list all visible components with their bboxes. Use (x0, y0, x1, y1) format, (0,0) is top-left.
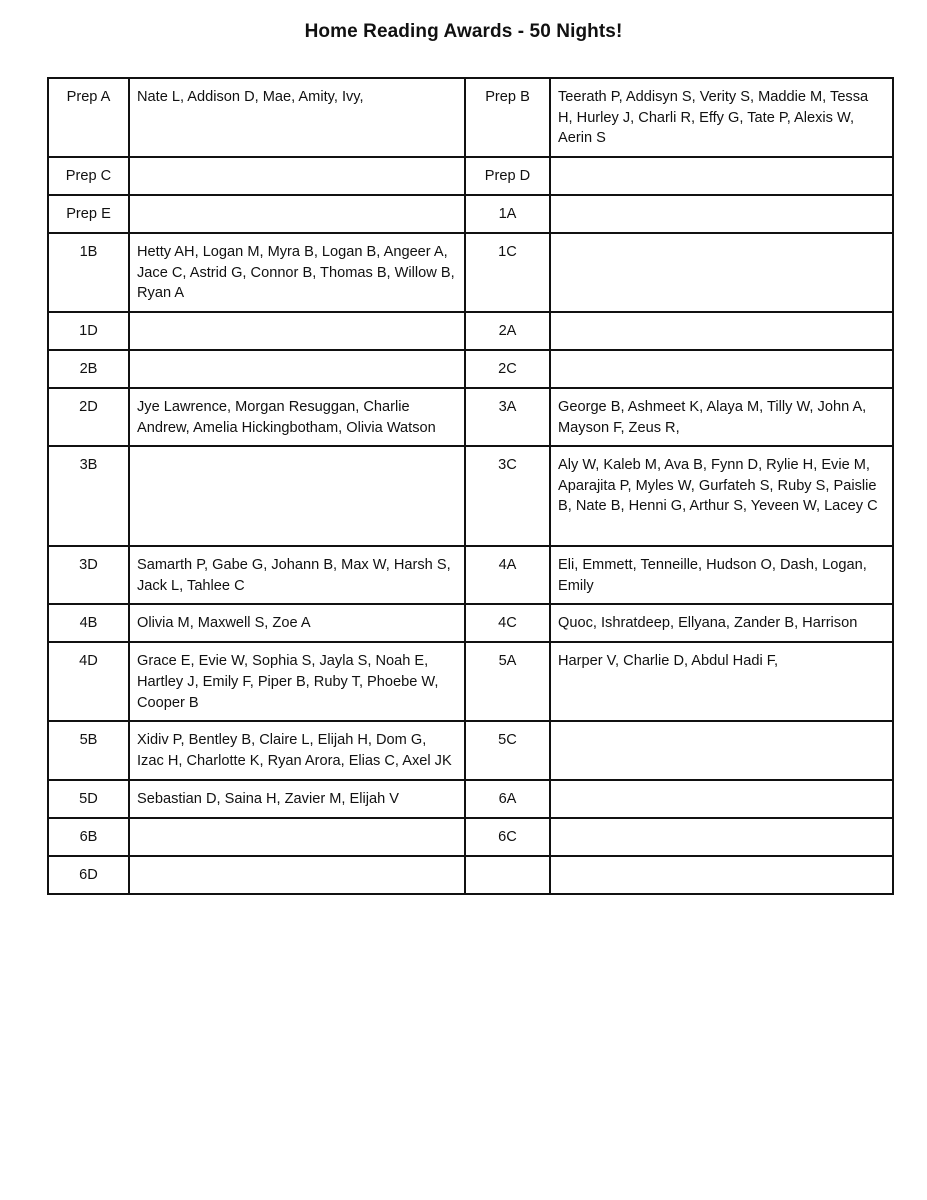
awards-table (47, 77, 894, 895)
class-label: Prep E (48, 195, 129, 233)
table-row (48, 546, 893, 604)
table-row (48, 446, 893, 546)
class-label: Prep D (465, 157, 550, 195)
student-names: Hetty AH, Logan M, Myra B, Logan B, Angeer A, Jace C, Astrid G, Connor B, Thomas B, Willow B, Ryan A (129, 233, 465, 312)
class-label: 4B (48, 604, 129, 642)
student-names (550, 856, 893, 894)
class-label: 5C (465, 721, 550, 780)
class-label: 1D (48, 312, 129, 350)
class-label: 1A (465, 195, 550, 233)
student-names (550, 818, 893, 856)
class-label: 1C (465, 233, 550, 312)
student-names (129, 856, 465, 894)
page-title: Home Reading Awards - 50 Nights! (304, 21, 623, 42)
student-names: Aly W, Kaleb M, Ava B, Fynn D, Rylie H, Evie M, Aparajita P, Myles W, Gurfateh S, Ruby S, Paislie B, Nate B, Henni G, Arthur S, Yeveen W, Lacey C (550, 446, 893, 546)
class-label: 2D (48, 388, 129, 446)
table-row (48, 642, 893, 721)
student-names: Nate L, Addison D, Mae, Amity, Ivy, (129, 78, 465, 157)
table-row (48, 78, 893, 157)
class-label: 4A (465, 546, 550, 604)
student-names (129, 157, 465, 195)
student-names (550, 233, 893, 312)
student-names: Olivia M, Maxwell S, Zoe A (129, 604, 465, 642)
class-label: Prep C (48, 157, 129, 195)
class-label: Prep A (48, 78, 129, 157)
table-row (48, 350, 893, 388)
class-label (465, 856, 550, 894)
class-label: 3C (465, 446, 550, 546)
class-label: 3D (48, 546, 129, 604)
class-label: 3A (465, 388, 550, 446)
student-names (550, 157, 893, 195)
class-label: 6D (48, 856, 129, 894)
student-names: Sebastian D, Saina H, Zavier M, Elijah V (129, 780, 465, 818)
student-names: George B, Ashmeet K, Alaya M, Tilly W, John A, Mayson F, Zeus R, (550, 388, 893, 446)
class-label: 1B (48, 233, 129, 312)
student-names: Jye Lawrence, Morgan Resuggan, Charlie Andrew, Amelia Hickingbotham, Olivia Watson (129, 388, 465, 446)
table-row (48, 388, 893, 446)
student-names: Samarth P, Gabe G, Johann B, Max W, Harsh S, Jack L, Tahlee C (129, 546, 465, 604)
student-names (129, 312, 465, 350)
student-names (550, 780, 893, 818)
table-row (48, 312, 893, 350)
table-row (48, 721, 893, 780)
class-label: 2C (465, 350, 550, 388)
student-names (129, 446, 465, 546)
class-label: 4D (48, 642, 129, 721)
student-names (550, 195, 893, 233)
class-label: 2A (465, 312, 550, 350)
student-names: Grace E, Evie W, Sophia S, Jayla S, Noah E, Hartley J, Emily F, Piper B, Ruby T, Phoebe W, Cooper B (129, 642, 465, 721)
class-label: Prep B (465, 78, 550, 157)
class-label: 4C (465, 604, 550, 642)
table-row (48, 604, 893, 642)
class-label: 3B (48, 446, 129, 546)
class-label: 5A (465, 642, 550, 721)
class-label: 5B (48, 721, 129, 780)
class-label: 6A (465, 780, 550, 818)
table-row (48, 157, 893, 195)
class-label: 5D (48, 780, 129, 818)
student-names (550, 350, 893, 388)
student-names (129, 195, 465, 233)
student-names: Eli, Emmett, Tenneille, Hudson O, Dash, Logan, Emily (550, 546, 893, 604)
student-names: Teerath P, Addisyn S, Verity S, Maddie M, Tessa H, Hurley J, Charli R, Effy G, Tate P, Alexis W, Aerin S (550, 78, 893, 157)
table-row (48, 195, 893, 233)
student-names (129, 818, 465, 856)
student-names: Xidiv P, Bentley B, Claire L, Elijah H, Dom G, Izac H, Charlotte K, Ryan Arora, Elias C, Axel JK (129, 721, 465, 780)
class-label: 6C (465, 818, 550, 856)
student-names (550, 721, 893, 780)
student-names (550, 312, 893, 350)
table-row (48, 780, 893, 818)
table-row (48, 856, 893, 894)
class-label: 2B (48, 350, 129, 388)
student-names (129, 350, 465, 388)
student-names: Quoc, Ishratdeep, Ellyana, Zander B, Harrison (550, 604, 893, 642)
student-names: Harper V, Charlie D, Abdul Hadi F, (550, 642, 893, 721)
table-row (48, 233, 893, 312)
table-row (48, 818, 893, 856)
class-label: 6B (48, 818, 129, 856)
